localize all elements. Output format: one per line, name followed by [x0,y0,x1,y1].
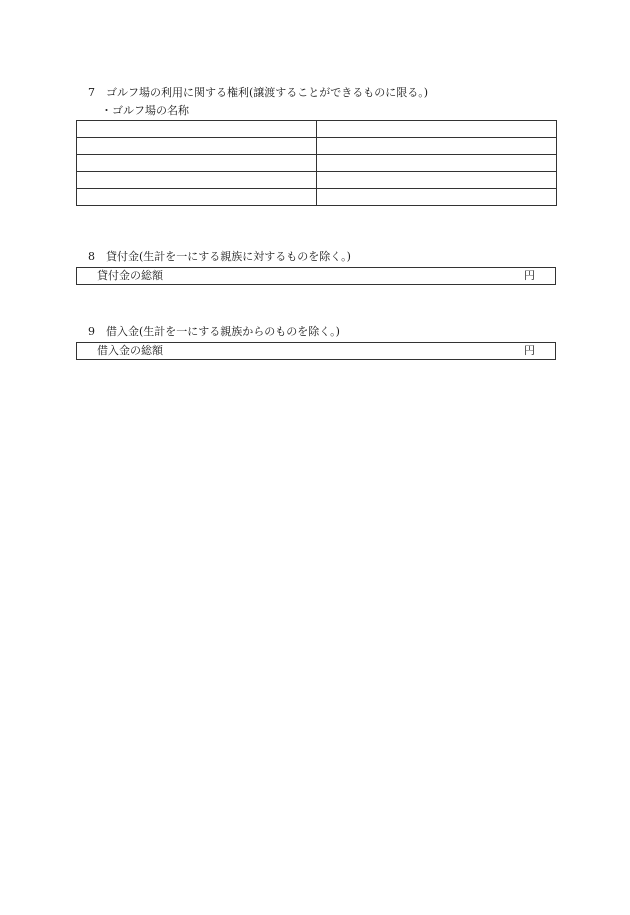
table-row [77,155,557,172]
loan-receivable-total-label: 貸付金の総額 [97,269,163,282]
table-row [77,172,557,189]
golf-course-name-label: ・ゴルフ場の名称 [101,104,189,117]
table-cell [317,121,557,138]
table-row [77,189,557,206]
borrowings-unit: 円 [524,344,535,357]
table-row [77,138,557,155]
section-9-title: 借入金(生計を一にする親族からのものを除く。) [106,325,340,338]
section-8-number: 8 [88,250,95,263]
table-cell [317,138,557,155]
table-cell [77,138,317,155]
section-8-title: 貸付金(生計を一にする親族に対するものを除く。) [106,250,351,263]
borrowings-total-label: 借入金の総額 [97,344,163,357]
table-cell [77,189,317,206]
borrowings-total-row [76,342,556,360]
golf-course-table [76,120,557,206]
section-8-heading [88,250,351,264]
section-7-heading [88,86,428,100]
table-cell [317,155,557,172]
section-9-heading [88,325,340,339]
table-cell [77,121,317,138]
table-cell [77,155,317,172]
section-7-number: 7 [88,86,95,99]
table-cell [317,172,557,189]
loan-receivable-total-row [76,267,556,285]
section-9-number: 9 [88,325,95,338]
table-cell [317,189,557,206]
table-row [77,121,557,138]
section-7-title: ゴルフ場の利用に関する権利(譲渡することができるものに限る。) [106,86,429,99]
loan-receivable-unit: 円 [524,269,535,282]
table-cell [77,172,317,189]
